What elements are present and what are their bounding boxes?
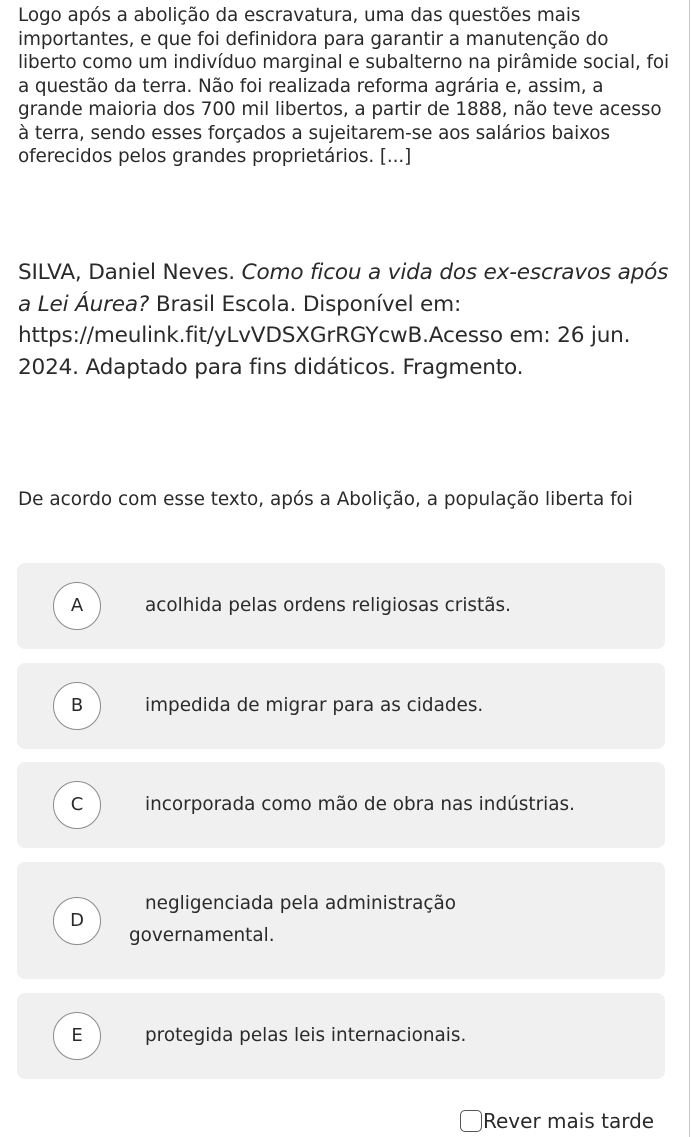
review-later-toggle[interactable] [460, 1106, 654, 1136]
source-author: SILVA, Daniel Neves. [18, 260, 242, 285]
option-letter-badge: D [53, 897, 101, 945]
passage-text: Logo após a abolição da escravatura, uma das questões mais importantes, e que foi definidora para garantir a manutenção do liberto como um indivíduo marginal e subalterno na pirâmide social, foi a questão da terra. Não foi realizada reforma agrária e, assim, a grande maioria dos 700 mil libertos, a partir de 1888, não teve acesso à terra, sendo esses forçados a sujeitarem-se aos salários baixos oferecidos pelos grandes proprietários. [...] [18, 5, 669, 167]
option-text: incorporada como mão de obra nas indústrias. [145, 794, 575, 815]
option-c[interactable] [17, 762, 665, 848]
source-citation [18, 257, 673, 383]
option-letter-badge: B [53, 682, 101, 730]
right-border-line [689, 0, 690, 1137]
review-later-checkbox[interactable] [460, 1110, 482, 1132]
option-text: acolhida pelas ordens religiosas cristãs. [145, 595, 511, 616]
option-letter-badge: E [53, 1012, 101, 1060]
source-title: Como ficou a vida dos ex-escravos após a Lei Áurea? [18, 260, 669, 317]
option-letter-badge: C [53, 781, 101, 829]
option-b[interactable] [17, 663, 665, 749]
review-later-label: Rever mais tarde [483, 1109, 655, 1133]
question-prompt: De acordo com esse texto, após a Abolição, a população liberta foi [18, 489, 633, 510]
option-text: negligenciada pela administração governamental. [129, 893, 456, 946]
option-letter-badge: A [53, 582, 101, 630]
option-e[interactable] [17, 993, 665, 1079]
option-a[interactable] [17, 563, 665, 649]
option-text: protegida pelas leis internacionais. [145, 1025, 467, 1046]
source-details: Brasil Escola. Disponível em: https://meulink.fit/yLvVDSXGrRGYcwB.Acesso em: 26 jun. 2024. Adaptado para fins didáticos. Fragmento. [18, 291, 631, 380]
option-text: impedida de migrar para as cidades. [145, 695, 484, 716]
option-d[interactable] [17, 862, 665, 979]
